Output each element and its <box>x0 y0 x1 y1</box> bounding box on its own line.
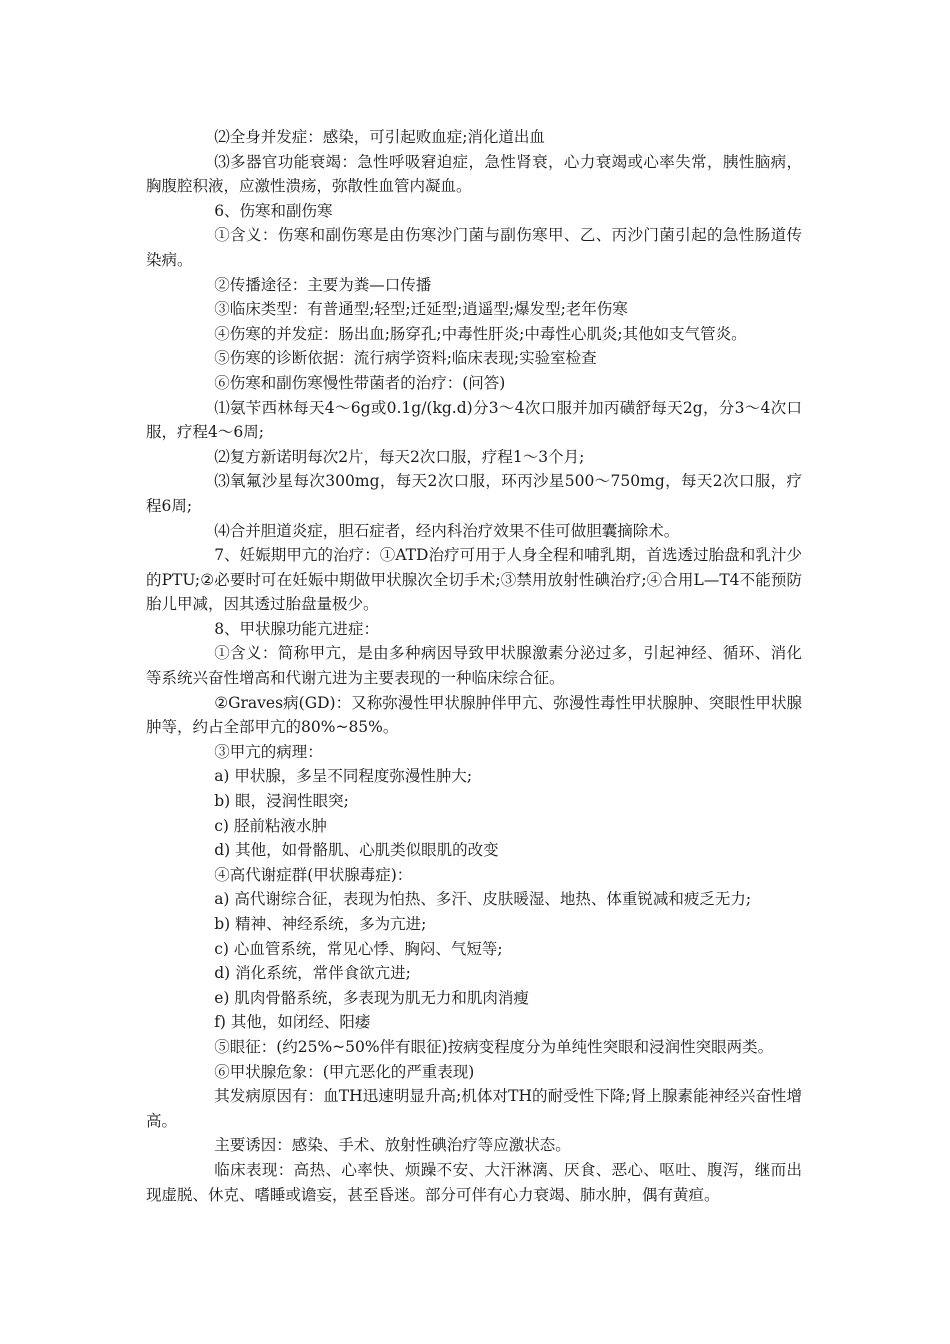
paragraph-p08: ⑤伤寒的诊断依据：流行病学资料;临床表现;实验室检查 <box>214 349 597 368</box>
document-body <box>146 125 802 1207</box>
paragraph-p22: d) 其他，如骨骼肌、心肌类似眼肌的改变 <box>214 841 499 860</box>
paragraph-p07: ④伤寒的并发症：肠出血;肠穿孔;中毒性肝炎;中毒性心肌炎;其他如支气管炎。 <box>214 324 747 343</box>
paragraph-p32: 其发病原因有：血TH迅速明显升高;机体对TH的耐受性下降;肾上腺素能神经兴奋性增高。 <box>146 1087 802 1130</box>
paragraph-p18: ③甲亢的病理： <box>214 742 323 761</box>
paragraph-p28: e) 肌肉骨骼系统，多表现为肌无力和肌肉消瘦 <box>214 988 529 1007</box>
paragraph-p27: d) 消化系统，常伴食欲亢进; <box>214 964 411 983</box>
paragraph-p33: 主要诱因：感染、手术、放射性碘治疗等应激状态。 <box>214 1136 571 1155</box>
paragraph-p29: f) 其他，如闭经、阳痿 <box>214 1013 371 1032</box>
paragraph-p17: ②Graves病(GD)：又称弥漫性甲状腺肿伴甲亢、弥漫性毒性甲状腺肿、突眼性甲状腺肿等，约占全部甲亢的80%~85%。 <box>146 693 802 737</box>
paragraph-p16: ①含义：简称甲亢，是由多种病因导致甲状腺激素分泌过多，引起神经、循环、消化等系统兴奋性增高和代谢亢进为主要表现的一种临床综合征。 <box>146 644 802 688</box>
paragraph-p06: ③临床类型：有普通型;轻型;迁延型;逍遥型;爆发型;老年伤寒 <box>214 300 628 319</box>
paragraph-p03: 6、伤寒和副伤寒 <box>214 201 333 220</box>
paragraph-p21: c) 胫前粘液水肿 <box>214 816 327 835</box>
paragraph-p11: ⑵复方新诺明每次2片，每天2次口服，疗程1～3个月; <box>214 447 585 466</box>
paragraph-p09: ⑥伤寒和副伤寒慢性带菌者的治疗：(问答) <box>214 373 506 392</box>
paragraph-p02: ⑶多器官功能衰竭：急性呼吸窘迫症，急性肾衰，心力衰竭或心率失常，胰性脑病，胸腹腔积液，应激性溃疡，弥散性血管内凝血。 <box>146 152 802 196</box>
paragraph-p12: ⑶氧氟沙星每次300mg，每天2次口服，环丙沙星500～750mg，每天2次口服，疗程6周; <box>146 472 802 515</box>
paragraph-p13: ⑷合并胆道炎症，胆石症者，经内科治疗效果不佳可做胆囊摘除术。 <box>214 521 680 540</box>
paragraph-p23: ④高代谢症群(甲状腺毒症)： <box>214 865 413 884</box>
paragraph-p19: a) 甲状腺，多呈不同程度弥漫性肿大; <box>214 767 473 786</box>
paragraph-p15: 8、甲状腺功能亢进症： <box>214 619 380 638</box>
paragraph-p05: ②传播途径：主要为粪—口传播 <box>214 275 432 294</box>
paragraph-p26: c) 心血管系统，常见心悸、胸闷、气短等; <box>214 939 503 958</box>
paragraph-p20: b) 眼，浸润性眼突; <box>214 792 349 811</box>
paragraph-p34: 临床表现：高热、心率快、烦躁不安、大汗淋漓、厌食、恶心、呕吐、腹泻，继而出现虚脱、休克、嗜睡或谵妄，甚至昏迷。部分可伴有心力衰竭、肺水肿，偶有黄疸。 <box>146 1160 802 1204</box>
paragraph-p30: ⑤眼征：(约25%~50%伴有眼征)按病变程度分为单纯性突眼和浸润性突眼两类。 <box>214 1037 774 1056</box>
paragraph-p24: a) 高代谢综合征，表现为怕热、多汗、皮肤暖湿、地热、体重锐减和疲乏无力; <box>214 890 752 909</box>
paragraph-p04: ①含义：伤寒和副伤寒是由伤寒沙门菌与副伤寒甲、乙、丙沙门菌引起的急性肠道传染病。 <box>146 226 802 269</box>
paragraph-p25: b) 精神、神经系统，多为亢进; <box>214 915 427 933</box>
paragraph-p10: ⑴氨苄西林每天4～6g或0.1g/(kg.d)分3～4次口服并加丙磺舒每天2g，分3～4次口服，疗程4～6周; <box>146 398 802 442</box>
paragraph-p14: 7、妊娠期甲亢的治疗：①ATD治疗可用于人身全程和哺乳期，首选透过胎盘和乳汁少的PTU;②必要时可在妊娠中期做甲状腺次全切手术;③禁用放射性碘治疗;④合用L—T4不能预防胎儿甲减，因其透过胎盘量极少。 <box>146 546 802 614</box>
paragraph-p01: ⑵全身并发症：感染，可引起败血症;消化道出血 <box>214 128 545 146</box>
paragraph-p31: ⑥甲状腺危象：(甲亢恶化的严重表现) <box>214 1062 475 1081</box>
